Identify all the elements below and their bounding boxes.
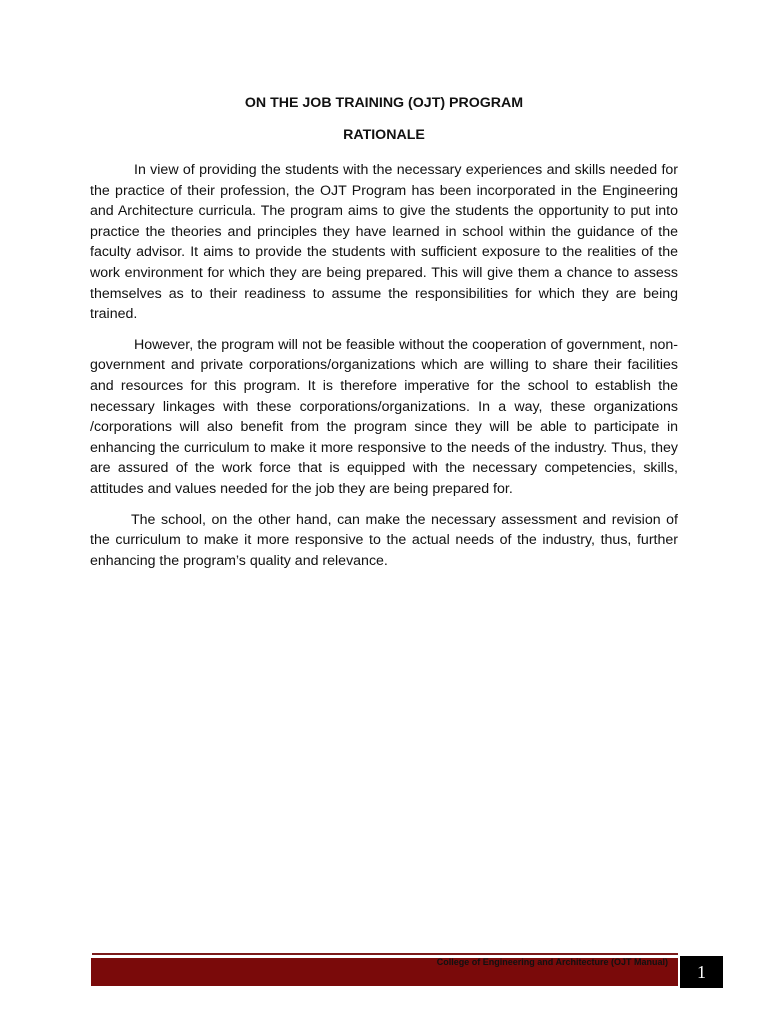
paragraph-2: However, the program will not be feasible without the cooperation of government, non-government and private corporations/organizations which are willing to share their facilities and resources for this program. It is therefore imperative for the school to establish the necessary linkages with these corporations/organizations. In a way, these organizations /corporations will also benefit from the program since they will be able to participate in enhancing the curriculum to make it more responsive to the needs of the industry. Thus, they are assured of the work force that is equipped with the necessary competencies, skills, attitudes and values needed for the job they are being prepared for.	[90, 336, 678, 497]
section-heading: RATIONALE	[343, 127, 425, 143]
paragraph-3: The school, on the other hand, can make the necessary assessment and revision of the curriculum to make it more responsive to the actual needs of the industry, thus, further enhancing the program’s quality and relevance.	[90, 511, 678, 569]
paragraph-1: In view of providing the students with the necessary experiences and skills needed for the practice of their profession, the OJT Program has been incorporated in the Engineering and Architecture curricula. The program aims to give the students the opportunity to put into practice the theories and principles they have learned in school within the guidance of the faculty advisor. It aims to provide the students with sufficient exposure to the realities of the work environment for which they are being prepared. This will give them a chance to assess themselves as to their readiness to assume the responsibilities for which they are being trained.	[90, 162, 678, 323]
footer-bar	[91, 958, 678, 986]
page-number: 1	[680, 956, 723, 988]
footer-rule	[92, 953, 678, 955]
document-title: ON THE JOB TRAINING (OJT) PROGRAM	[244, 95, 524, 111]
body-text	[90, 160, 678, 581]
footer-text: College of Engineering and Architecture (OJT Manual)	[436, 957, 668, 967]
